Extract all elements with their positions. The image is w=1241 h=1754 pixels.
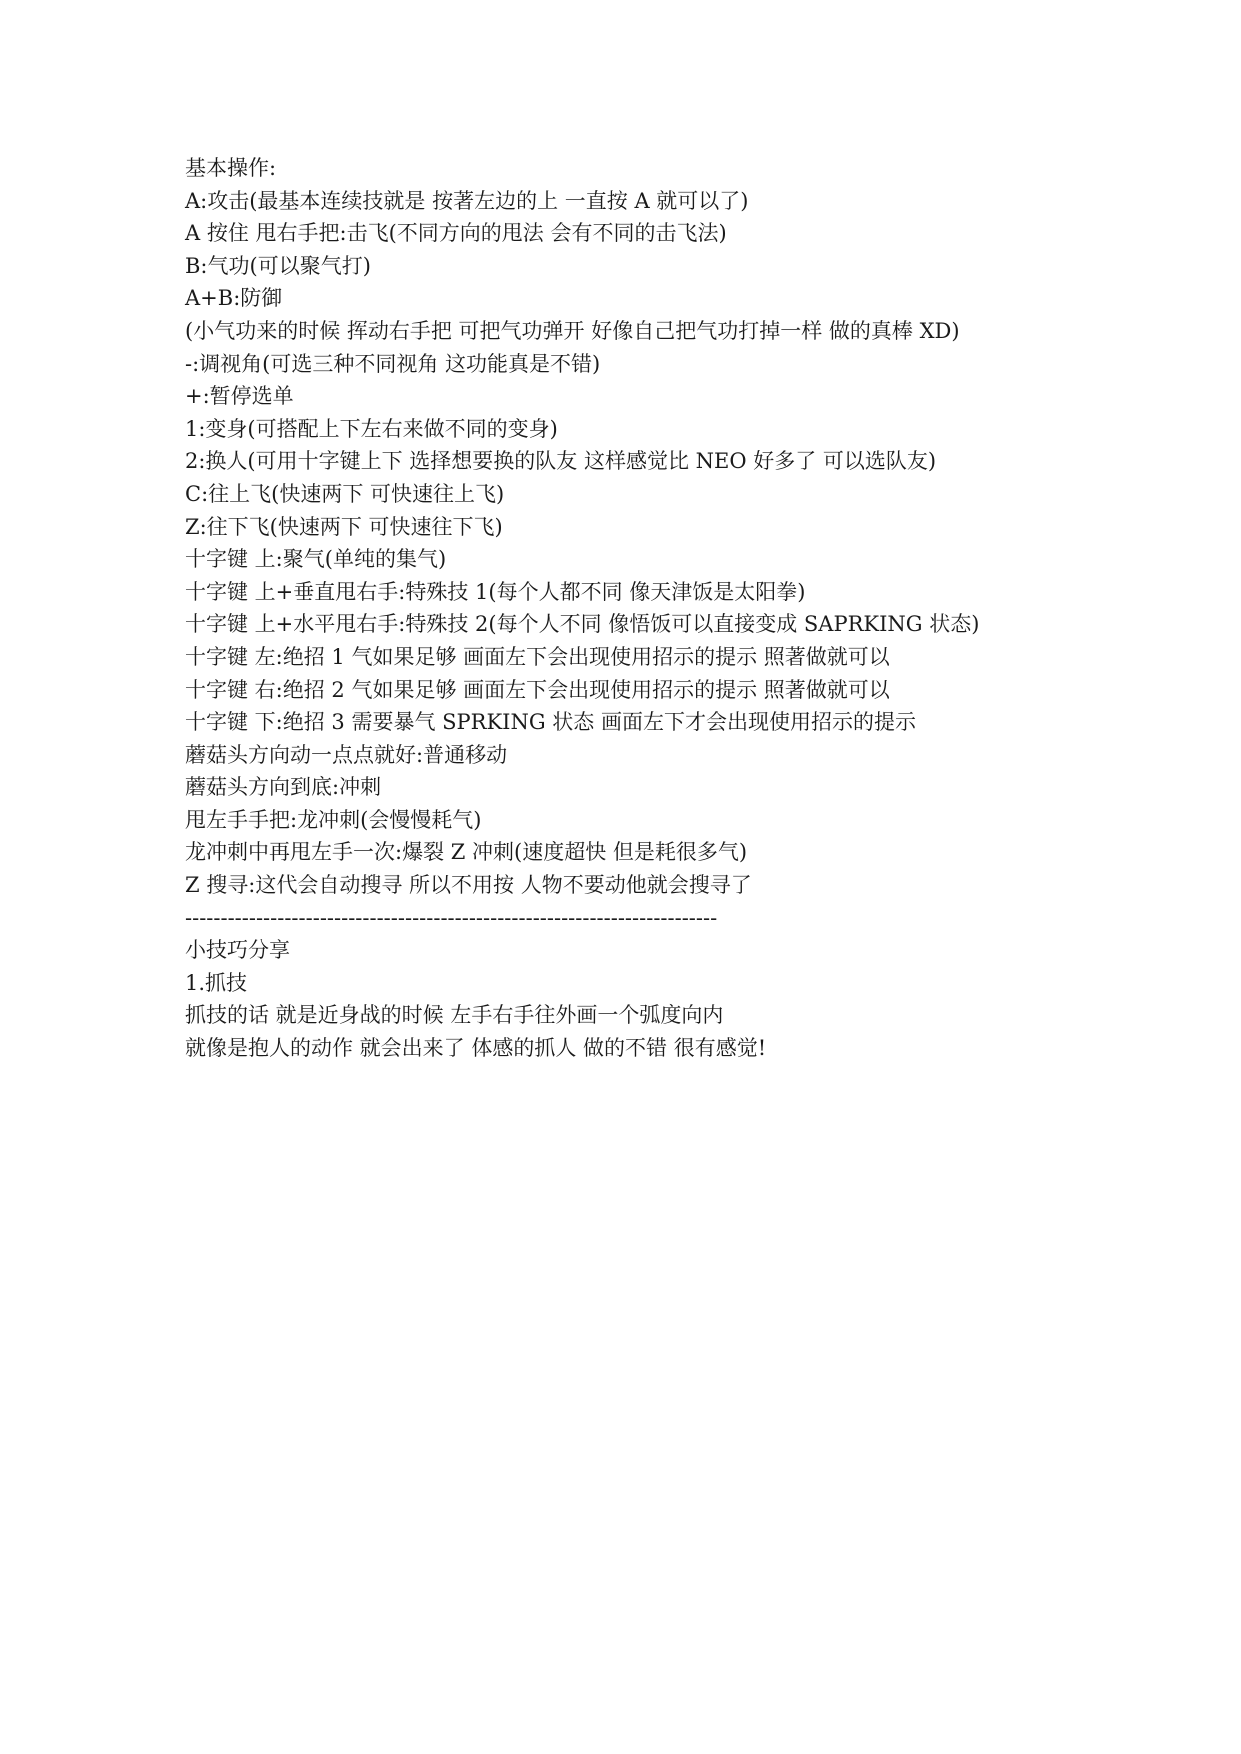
tip-title-grab: 1.抓技 <box>185 970 248 995</box>
section-heading-tips: 小技巧分享 <box>185 938 290 963</box>
document-body <box>185 152 1185 1065</box>
control-line-ultimate-3: 十字键 下:绝招 3 需要暴气 SPRKING 状态 画面左下才会出现使用招示的提示 <box>185 710 916 735</box>
control-line-dash: 蘑菇头方向到底:冲刺 <box>185 775 382 800</box>
divider: --------------------------------------------------------------------------- <box>185 905 718 930</box>
control-line-special-1: 十字键 上+垂直甩右手:特殊技 1(每个人都不同 像天津饭是太阳拳) <box>185 579 806 604</box>
dpad-up-controls-block <box>185 543 1185 641</box>
control-line-special-2: 十字键 上+水平甩右手:特殊技 2(每个人不同 像悟饭可以直接变成 SAPRKING 状态) <box>185 612 980 637</box>
control-line-switch: 2:换人(可用十字键上下 选择想要换的队友 这样感觉比 NEO 好多了 可以选队友) <box>185 449 937 474</box>
control-line-z-burst: 龙冲刺中再甩左手一次:爆裂 Z 冲刺(速度超快 但是耗很多气) <box>185 840 748 865</box>
control-line-fly-up: C:往上飞(快速两下 可快速往上飞) <box>185 481 505 506</box>
control-line-transform: 1:变身(可搭配上下左右来做不同的变身) <box>185 416 558 441</box>
section-heading-basic-controls: 基本操作: <box>185 156 277 180</box>
tip-grab-block <box>185 967 1185 1065</box>
basic-controls-block <box>185 185 1185 348</box>
control-line-ki-blast: B:气功(可以聚气打) <box>185 253 371 278</box>
control-line-dragon-dash: 甩左手手把:龙冲刺(会慢慢耗气) <box>185 807 482 832</box>
control-line-fly-down: Z:往下飞(快速两下 可快速往下飞) <box>185 514 503 539</box>
tip-line-grab-2: 就像是抱人的动作 就会出来了 体感的抓人 做的不错 很有感觉! <box>185 1036 767 1061</box>
control-line-ultimate-1: 十字键 左:绝招 1 气如果足够 画面左下会出现使用招示的提示 照著做就可以 <box>185 644 890 669</box>
control-line-guard-note: (小气功来的时候 挥动右手把 可把气功弹开 好像自己把气功打掉一样 做的真棒 XD) <box>185 318 960 343</box>
control-line-guard: A+B:防御 <box>185 286 283 311</box>
control-line-charge: 十字键 上:聚气(单纯的集气) <box>185 547 447 572</box>
fly-controls-block <box>185 478 1185 543</box>
number-controls-block <box>185 413 1185 478</box>
control-line-search: Z 搜寻:这代会自动搜寻 所以不用按 人物不要动他就会搜寻了 <box>185 873 752 898</box>
control-line-pause: +:暂停选单 <box>185 384 294 409</box>
control-line-move: 蘑菇头方向动一点点就好:普通移动 <box>185 742 508 767</box>
tip-line-grab-1: 抓技的话 就是近身战的时候 左手右手往外画一个弧度向内 <box>185 1003 724 1028</box>
control-line-knockback: A 按住 甩右手把:击飞(不同方向的甩法 会有不同的击飞法) <box>185 221 727 246</box>
control-line-ultimate-2: 十字键 右:绝招 2 气如果足够 画面左下会出现使用招示的提示 照著做就可以 <box>185 677 890 702</box>
control-line-attack: A:攻击(最基本连续技就是 按著左边的上 一直按 A 就可以了) <box>185 188 749 213</box>
menu-controls-block <box>185 348 1185 413</box>
control-line-camera: -:调视角(可选三种不同视角 这功能真是不错) <box>185 351 601 376</box>
move-controls-block <box>185 739 1185 869</box>
